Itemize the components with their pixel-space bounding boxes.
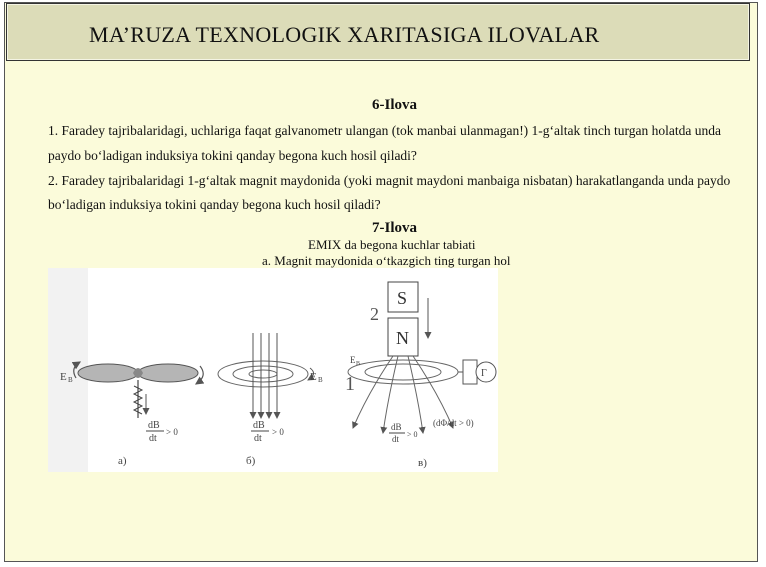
relation-c: > 0	[407, 430, 418, 439]
appendix6-line-3: 2. Faradey tajribalaridagi 1-g‘altak magnit maydonida (yoki magnit maydoni manbaiga nisbatan) harakatlanganda unda paydo	[48, 173, 731, 188]
galvanometer-label: Г	[481, 368, 487, 379]
figure-diagram	[48, 268, 498, 472]
panel-c-label: в)	[418, 457, 427, 469]
ring-middle	[233, 366, 293, 382]
formula-num-b: dB	[253, 420, 265, 431]
appendix6-line-1: 1. Faradey tajribalaridagi, uchlariga faqat galvanometr ulangan (tok manbai ulanmagan!) 1-g‘altak tinch turgan holatda unda	[48, 123, 721, 138]
formula-num-a: dB	[148, 420, 160, 431]
page-title: MA’RUZA TEXNOLOGIK XARITASIGA ILOVALAR	[89, 22, 600, 47]
number-1: 1	[345, 373, 355, 395]
panel-b-label: б)	[246, 455, 256, 467]
appendix6-line-4: bo‘ladigan induksiya tokini qanday begona kuch hosil qiladi?	[48, 197, 381, 212]
field-sub-c: B	[356, 361, 361, 367]
panel-c	[345, 282, 496, 469]
magnet-n-label: N	[396, 328, 409, 348]
formula-den-b: dt	[254, 433, 262, 444]
ring-outer	[218, 361, 308, 387]
relation-a: > 0	[166, 427, 178, 437]
appendix7-caption: a. Magnit maydonida o‘tkazgich ting turgan hol	[262, 253, 511, 268]
connector	[463, 360, 477, 384]
magnet-s-label: S	[397, 288, 408, 308]
relation-b: > 0	[272, 427, 284, 437]
loop-right-lobe	[138, 364, 198, 382]
coil-inner	[365, 364, 441, 380]
appendix6-heading: 6-Ilova	[372, 97, 417, 113]
flux-formula: (dΦ/dt > 0)	[433, 418, 474, 428]
field-sub-a: B	[68, 376, 73, 384]
formula-num-c: dB	[391, 422, 402, 432]
induction-figure	[48, 268, 498, 472]
panel-a-label: а)	[118, 455, 127, 467]
field-label-a: E	[60, 371, 67, 383]
field-sub-b: B	[318, 376, 323, 384]
appendix6-line-2: paydo bo‘ladigan induksiya tokini qanday begona kuch hosil qiladi?	[48, 148, 417, 163]
formula-den-a: dt	[149, 433, 157, 444]
number-2: 2	[370, 304, 379, 324]
field-label-c: E	[350, 355, 356, 365]
field-label-b: E	[310, 371, 317, 383]
panel-b	[218, 333, 323, 467]
appendix7-heading: 7-Ilova	[372, 220, 417, 236]
loop-left-lobe	[78, 364, 138, 382]
appendix7-subtitle: EMIX da begona kuchlar tabiati	[308, 237, 476, 252]
formula-den-c: dt	[392, 434, 400, 444]
